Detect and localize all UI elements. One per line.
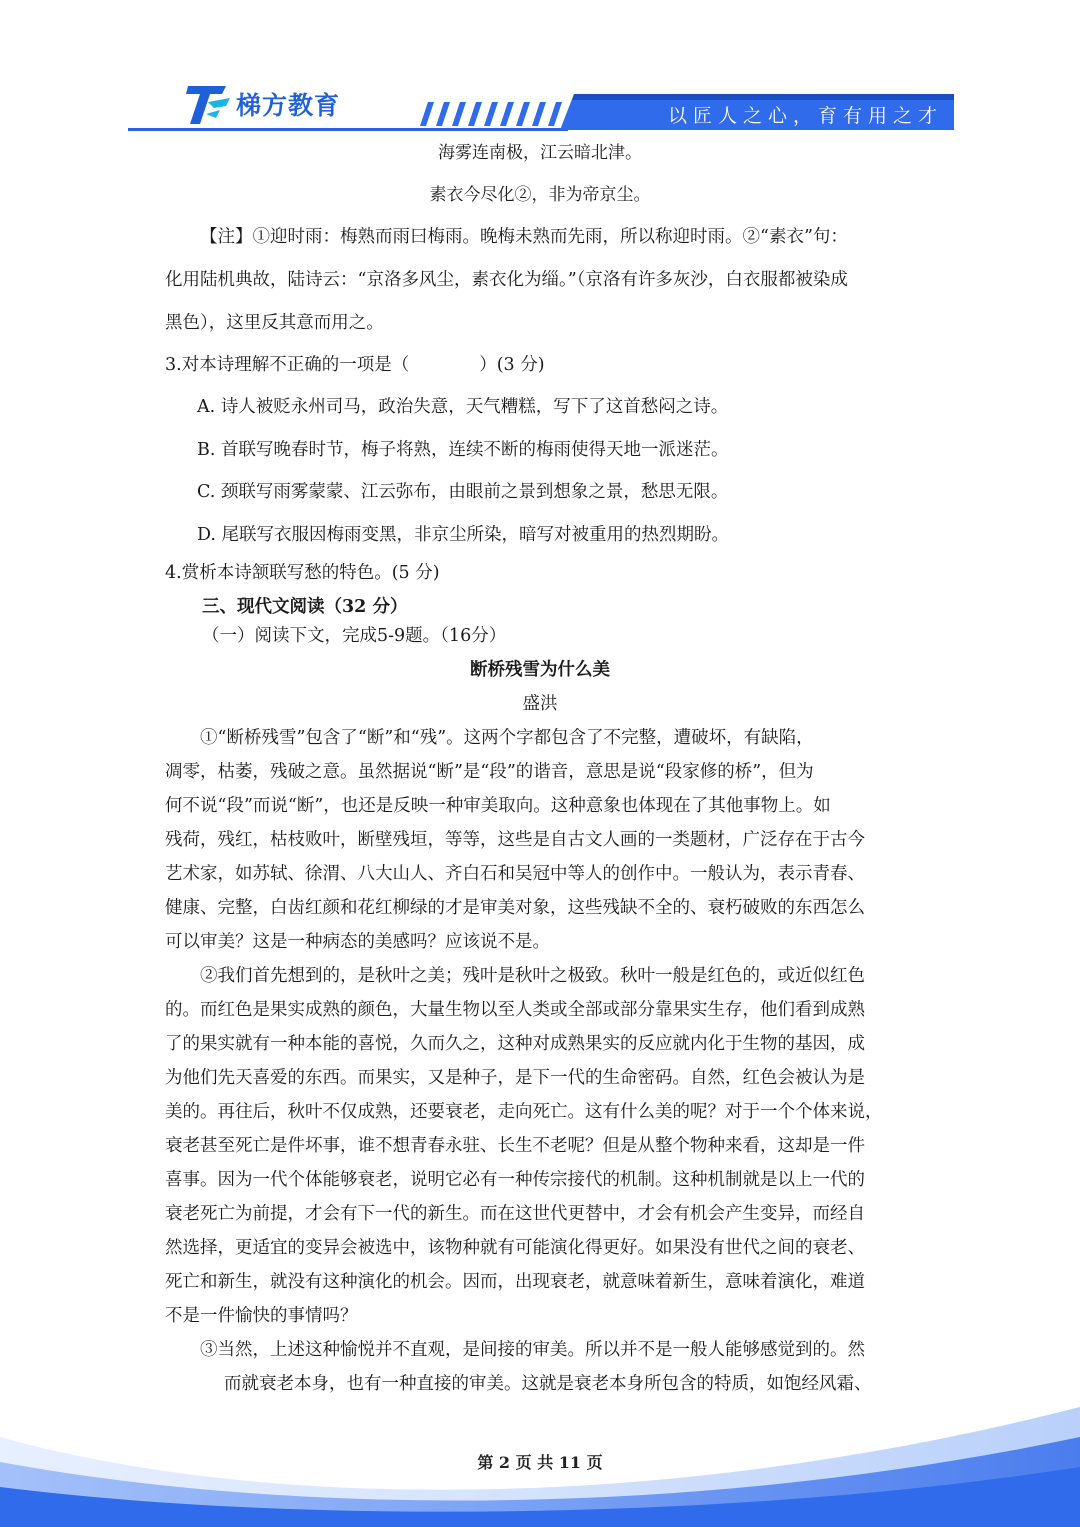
article-line: 了的果实就有一种本能的喜悦，久而久之，这种对成熟果实的反应就内化于生物的基因，成	[165, 1034, 865, 1054]
question-4: 4.赏析本诗颔联写愁的特色。(5 分)	[165, 563, 440, 583]
article-line: 衰老甚至死亡是件坏事，谁不想青春永驻、长生不老呢？但是从整个物种来看，这却是一件	[165, 1136, 865, 1156]
article-line: 不是一件愉快的事情吗？	[165, 1306, 358, 1326]
footer-wave-decoration	[0, 1367, 1080, 1527]
section-subtitle: （一）阅读下文，完成5-9题。（16分）	[202, 626, 507, 646]
article-line: 美的。再往后，秋叶不仅成熟，还要衰老，走向死亡。这有什么美的呢？对于一个个体来说，	[165, 1102, 883, 1122]
article-line: 然选择，更适宜的变异会被选中，该物种就有可能演化得更好。如果没有世代之间的衰老、	[165, 1238, 865, 1258]
note-line-2: 化用陆机典故，陆诗云：“京洛多风尘，素衣化为缁。”（京洛有许多灰沙，白衣服都被染成	[165, 270, 848, 290]
question-3-option-c: C. 颈联写雨雾蒙蒙、江云弥布，由眼前之景到想象之景，愁思无限。	[197, 482, 729, 502]
header-rule	[128, 128, 568, 131]
article-line: 为他们先天喜爱的东西。而果实，又是种子，是下一代的生命密码。自然，红色会被认为是	[165, 1068, 865, 1088]
brand-name: 梯方教育	[236, 91, 341, 120]
brand-logo-icon	[186, 80, 232, 128]
article-author: 盛洪	[522, 694, 558, 714]
article-line: 喜事。因为一代个体能够衰老，说明它必有一种传宗接代的机制。这种机制就是以上一代的	[165, 1170, 865, 1190]
poem-line-1: 海雾连南极，江云暗北津。	[438, 143, 642, 163]
header-stripes	[410, 102, 570, 126]
question-3-option-b: B. 首联写晚春时节，梅子将熟，连续不断的梅雨使得天地一派迷茫。	[197, 440, 729, 460]
question-3-stem: 3.对本诗理解不正确的一项是（ ）(3 分)	[165, 355, 545, 375]
note-line-3: 黑色），这里反其意而用之。	[165, 313, 384, 333]
article-line: ③当然，上述这种愉悦并不直观，是间接的审美。所以并不是一般人能够感觉到的。然	[200, 1340, 865, 1360]
page-header	[0, 0, 1080, 140]
question-3-option-d: D. 尾联写衣服因梅雨变黑，非京尘所染，暗写对被重用的热烈期盼。	[197, 525, 730, 545]
article-line: ①“断桥残雪”包含了“断”和“残”。这两个字都包含了不完整，遭破坏，有缺陷，	[200, 728, 814, 748]
article-line: 健康、完整，白齿红颜和花红柳绿的才是审美对象，这些残缺不全的、衰朽破败的东西怎么	[165, 898, 865, 918]
note-line-1: 【注】①迎时雨：梅熟而雨曰梅雨。晚梅未熟而先雨，所以称迎时雨。②“素衣”句：	[200, 227, 848, 247]
motto-text: 以匠人之心，育有用之才	[668, 105, 944, 127]
question-3-option-a: A. 诗人被贬永州司马，政治失意，天气糟糕，写下了这首愁闷之诗。	[197, 397, 729, 417]
article-line: ②我们首先想到的，是秋叶之美；残叶是秋叶之极致。秋叶一般是红色的，或近似红色	[200, 966, 865, 986]
section-title: 三、现代文阅读（32 分）	[202, 597, 408, 617]
poem-line-2: 素衣今尽化②，非为帝京尘。	[429, 185, 651, 205]
article-line: 何不说“段”而说“断”，也还是反映一种审美取向。这种意象也体现在了其他事物上。如	[165, 796, 831, 816]
article-line: 艺术家，如苏轼、徐渭、八大山人、齐白石和吴冠中等人的创作中。一般认为，表示青春、	[165, 864, 865, 884]
article-line: 而就衰老本身，也有一种直接的审美。这就是衰老本身所包含的特质，如饱经风霜、	[224, 1374, 872, 1394]
article-line: 可以审美？这是一种病态的美感吗？应该说不是。	[165, 932, 550, 952]
page-number: 第 2 页 共 11 页	[477, 1453, 603, 1472]
article-title: 断桥残雪为什么美	[470, 660, 610, 680]
article-line: 的。而红色是果实成熟的颜色，大量生物以至人类或全部或部分靠果实生存，他们看到成熟	[165, 1000, 865, 1020]
article-line: 残荷，残红，枯枝败叶，断壁残垣，等等，这些是自古文人画的一类题材，广泛存在于古今	[165, 830, 865, 850]
article-line: 凋零，枯萎，残破之意。虽然据说“断”是“段”的谐音，意思是说“段家修的桥”，但为	[165, 762, 814, 782]
article-line: 死亡和新生，就没有这种演化的机会。因而，出现衰老，就意味着新生，意味着演化，难道	[165, 1272, 865, 1292]
article-line: 衰老死亡为前提，才会有下一代的新生。而在这世代更替中，才会有机会产生变异，而经自	[165, 1204, 865, 1224]
